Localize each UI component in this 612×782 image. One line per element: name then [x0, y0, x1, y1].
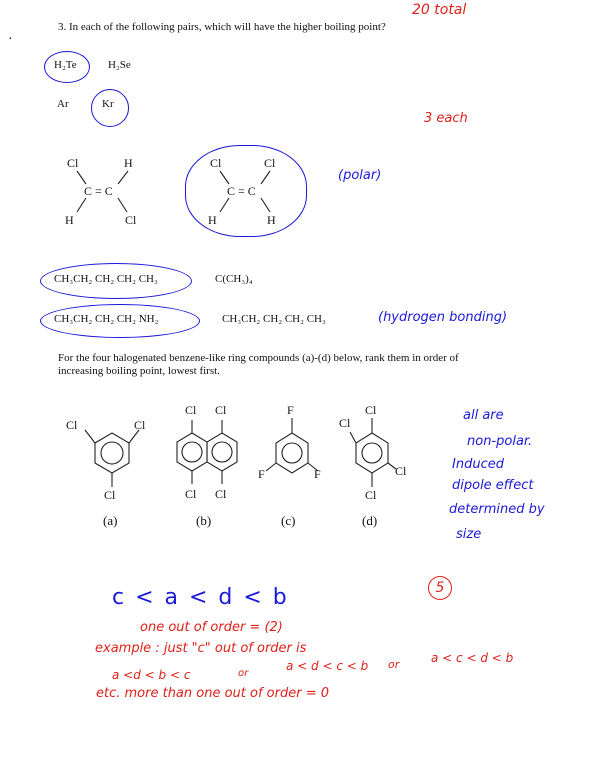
points-each: 3 each [424, 111, 468, 126]
grading-example-1: a <d < b < c [112, 668, 191, 682]
total-points: 20 total [412, 2, 467, 18]
ring-c-f-right: F [314, 467, 321, 481]
trans-cl-top: Cl [67, 156, 79, 170]
ring-label-a: (a) [103, 513, 118, 528]
pair2-option-b: Kr [102, 98, 114, 110]
ring-d-cl-left: Cl [339, 416, 351, 430]
ring-label-d: (d) [362, 513, 378, 528]
cis-h-left: H [208, 213, 217, 227]
ring-d-cl-right: Cl [395, 464, 407, 478]
ring-a-cl-right: Cl [134, 418, 146, 432]
grading-example-3: a < c < d < b [431, 651, 514, 665]
grading-line-1: one out of order = (2) [140, 620, 283, 635]
ring-d-cl-top: Cl [365, 403, 377, 417]
grading-line-4: etc. more than one out of order = 0 [96, 686, 330, 701]
ring-d-cl-bottom: Cl [365, 488, 377, 502]
pair4-option-b: C(CH₃)₄ [215, 273, 253, 285]
pair5-option-a: CH₃CH₂ CH₂ CH₂ NH₂ [54, 313, 159, 325]
question-3: 3. In each of the following pairs, which will have the higher boiling point? [58, 21, 386, 33]
score-badge: 5 [428, 576, 452, 600]
cis-h-right: H [267, 213, 276, 227]
cis-cl-right: Cl [264, 156, 276, 170]
note-line-6: size [456, 527, 482, 542]
note-line-1: all are [463, 408, 504, 423]
ring-label-c: (c) [281, 513, 296, 528]
note-line-3: Induced [452, 457, 504, 472]
trans-cl-bottom: Cl [125, 213, 137, 227]
ring-b-cl-bottom-right: Cl [215, 487, 227, 501]
note-line-2: non-polar. [467, 434, 533, 449]
hydrogen-bonding-note: (hydrogen bonding) [378, 310, 508, 325]
rank-question-line2: increasing boiling point, lowest first. [58, 365, 220, 377]
trans-h-bottom: H [65, 213, 74, 227]
pair4-option-a: CH₃CH₂ CH₂ CH₂ CH₃ [54, 273, 158, 285]
grading-line-2: example : just "c" out of order is [95, 641, 307, 656]
polar-note: (polar) [338, 168, 382, 183]
pair1-option-b: H₂Se [108, 59, 131, 71]
ring-b-cl-top-left: Cl [185, 403, 197, 417]
note-line-4: dipole effect [452, 478, 534, 493]
trans-double-bond: C = C [84, 184, 113, 198]
pair1-option-a: H₂Te [54, 59, 77, 71]
stray-dot: · [8, 32, 13, 47]
ring-c-f-top: F [287, 403, 294, 417]
cis-double-bond: C = C [227, 184, 256, 198]
grading-or-2: or [388, 658, 400, 671]
answer-order: c < a < d < b [112, 585, 289, 610]
ring-a-cl-bottom: Cl [104, 488, 116, 502]
grading-example-2: a < d < c < b [286, 659, 369, 673]
ring-a-cl-left: Cl [66, 418, 78, 432]
note-line-5: determined by [449, 502, 545, 517]
ring-b-cl-bottom-left: Cl [185, 487, 197, 501]
pair5-option-b: CH₃CH₂ CH₂ CH₂ CH₃ [222, 313, 326, 325]
ring-label-b: (b) [196, 513, 212, 528]
ring-c-f-left: F [258, 467, 265, 481]
ring-b-cl-top-right: Cl [215, 403, 227, 417]
grading-or-1: or [238, 668, 249, 679]
trans-h-top: H [124, 156, 133, 170]
rank-question-line1: For the four halogenated benzene-like ring compounds (a)-(d) below, rank them in order of [58, 352, 459, 364]
pair2-option-a: Ar [57, 98, 69, 110]
cis-cl-left: Cl [210, 156, 222, 170]
